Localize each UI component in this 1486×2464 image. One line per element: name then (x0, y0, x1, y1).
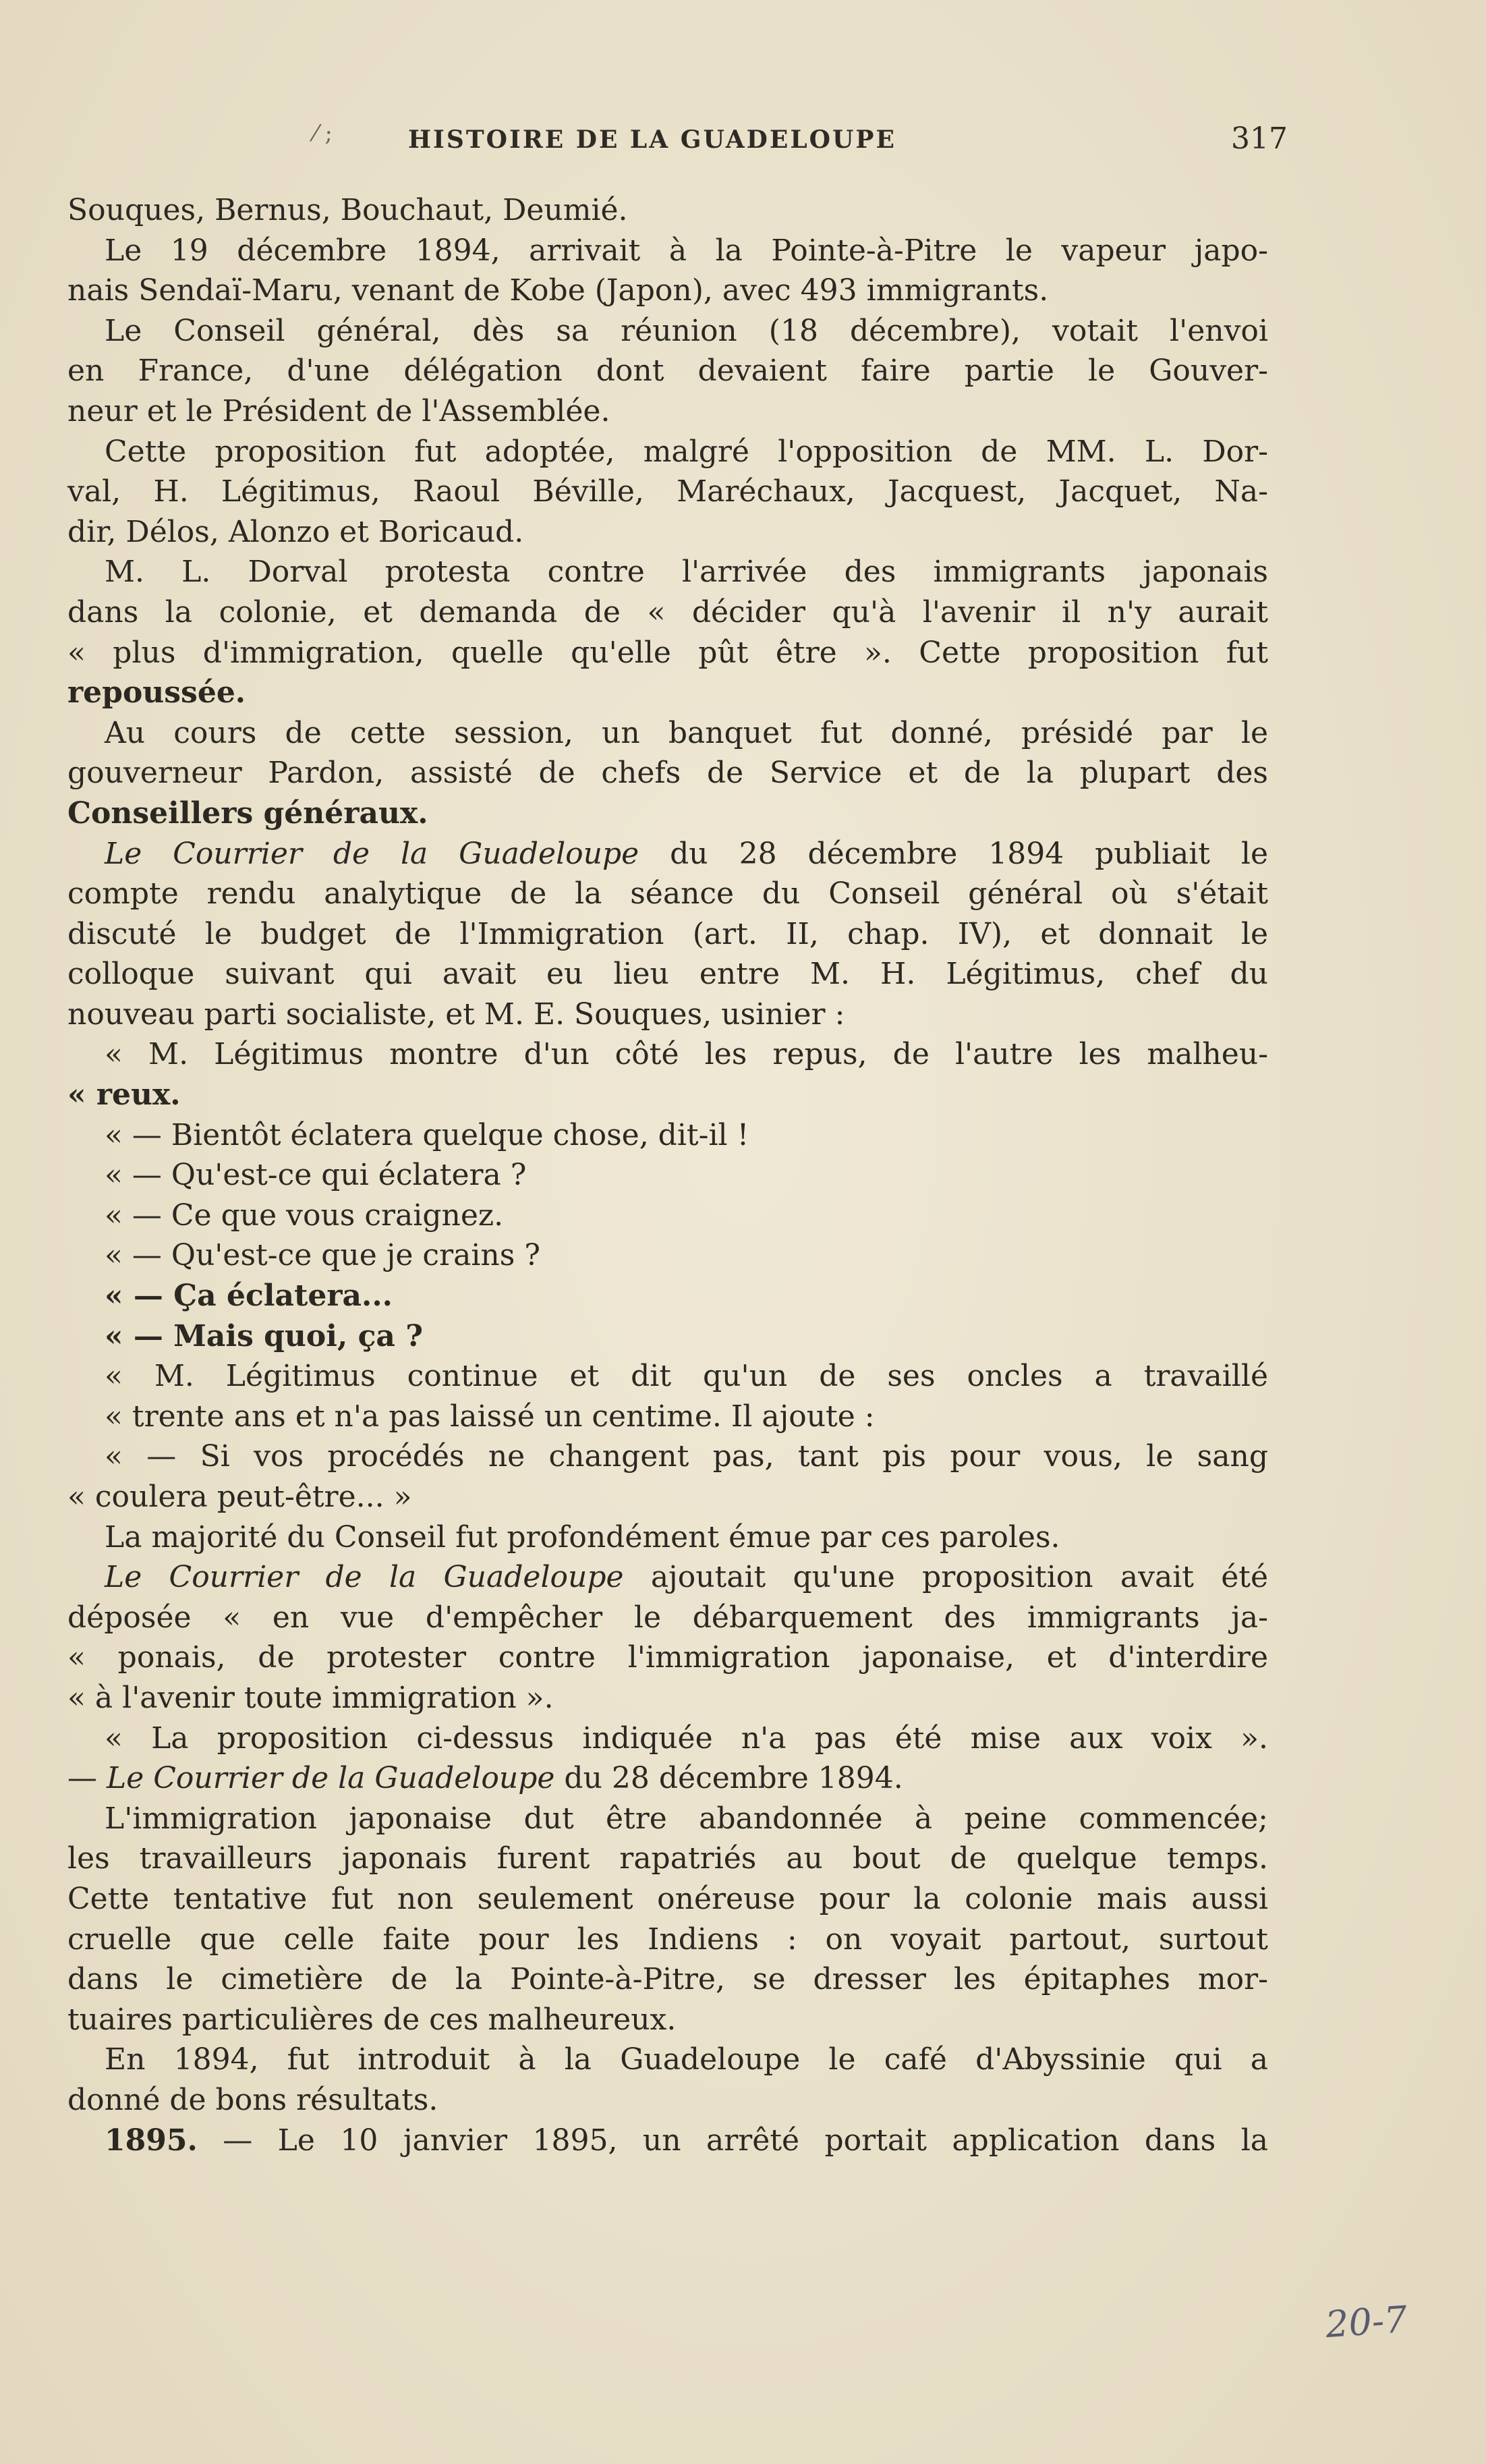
text-line: Le Courrier de la Guadeloupe ajoutait qu'une proposition avait été (105, 1560, 1268, 1595)
text-line: donné de bons résultats. (67, 2082, 438, 2117)
print-marks: ⁄ ; (314, 120, 333, 147)
text-line: déposée « en vue d'empêcher le débarquement des immigrants ja- (67, 1600, 1268, 1635)
text-line: gouverneur Pardon, assisté de chefs de Service et de la plupart des (67, 756, 1268, 791)
text-line: L'immigration japonaise dut être abandonnée à peine commencée; (105, 1801, 1268, 1836)
bold-year: 1895. (105, 2123, 198, 2158)
text-line: tuaires particulières de ces malheureux. (67, 2002, 677, 2037)
text-line: val, H. Légitimus, Raoul Béville, Maréchaux, Jacquest, Jacquet, Na- (67, 474, 1268, 509)
text-line: compte rendu analytique de la séance du Conseil général où s'était (67, 876, 1268, 912)
text-line: nouveau parti socialiste, et M. E. Souques, usinier : (67, 997, 845, 1032)
text-line: « M. Légitimus continue et dit qu'un de ses oncles a travaillé (105, 1359, 1268, 1394)
text-line: « — Ce que vous craignez. (105, 1198, 504, 1233)
italic-title: Le Courrier de la Guadeloupe (105, 1560, 624, 1595)
text-line: Conseillers généraux. (67, 795, 428, 831)
text-line: « M. Légitimus montre d'un côté les repus, de l'autre les malheu- (105, 1037, 1268, 1072)
page-number: 317 (1231, 121, 1288, 156)
text-line: nais Sendaï-Maru, venant de Kobe (Japon), avec 493 immigrants. (67, 273, 1049, 308)
text-line: « plus d'immigration, quelle qu'elle pût être ». Cette proposition fut (67, 635, 1268, 670)
text-line: « trente ans et n'a pas laissé un centime. Il ajoute : (105, 1399, 875, 1434)
text-line: « à l'avenir toute immigration ». (67, 1680, 554, 1715)
handwritten-note: 20-7 (1323, 2297, 1409, 2347)
text-line: « — Qu'est-ce que je crains ? (105, 1238, 540, 1273)
text-line: Le Conseil général, dès sa réunion (18 décembre), votait l'envoi (105, 313, 1268, 348)
italic-title: Le Courrier de la Guadeloupe (105, 836, 639, 871)
text-line: — Le Courrier de la Guadeloupe du 28 décembre 1894. (67, 1761, 903, 1796)
text-line: Au cours de cette session, un banquet fut donné, présidé par le (105, 715, 1268, 750)
text-line: dans la colonie, et demanda de « décider qu'à l'avenir il n'y aurait (67, 594, 1268, 629)
text-line: Le 19 décembre 1894, arrivait à la Pointe-à-Pitre le vapeur japo- (105, 233, 1268, 268)
italic-title: — Le Courrier de la Guadeloupe (67, 1761, 555, 1796)
text-line: « — Bientôt éclatera quelque chose, dit-il ! (105, 1117, 749, 1152)
text-line: dir, Délos, Alonzo et Boricaud. (67, 514, 524, 549)
running-title: HISTOIRE DE LA GUADELOUPE (408, 125, 896, 154)
text-line: Cette tentative fut non seulement onéreuse pour la colonie mais aussi (67, 1881, 1268, 1916)
text-line: Souques, Bernus, Bouchaut, Deumié. (67, 193, 628, 227)
text-line: en France, d'une délégation dont devaient faire partie le Gouver- (67, 354, 1268, 389)
text-line: Le Courrier de la Guadeloupe du 28 décembre 1894 publiait le (105, 836, 1268, 871)
text-line: neur et le Président de l'Assemblée. (67, 393, 610, 428)
text-line: les travailleurs japonais furent rapatriés au bout de quelque temps. (67, 1841, 1268, 1876)
text-line: M. L. Dorval protesta contre l'arrivée des immigrants japonais (105, 555, 1268, 590)
text-line: « — Qu'est-ce qui éclatera ? (105, 1158, 527, 1193)
text-line: repoussée. (67, 675, 246, 710)
text-line: « — Ça éclatera... (105, 1279, 393, 1314)
text-line: « coulera peut-être... » (67, 1480, 412, 1514)
page-header (67, 120, 1288, 161)
text-line: « La proposition ci-dessus indiquée n'a pas été mise aux voix ». (105, 1720, 1268, 1756)
text-line: « — Mais quoi, ça ? (105, 1318, 424, 1353)
text-line: dans le cimetière de la Pointe-à-Pitre, se dresser les épitaphes mor- (67, 1962, 1268, 1997)
text-line: La majorité du Conseil fut profondément émue par ces paroles. (105, 1519, 1060, 1555)
text-line: 1895. — Le 10 janvier 1895, un arrêté portait application dans la (105, 2123, 1268, 2158)
text-line: En 1894, fut introduit à la Guadeloupe le café d'Abyssinie qui a (105, 2042, 1268, 2077)
text-line: « reux. (67, 1077, 181, 1113)
text-line: cruelle que celle faite pour les Indiens : on voyait partout, surtout (67, 1922, 1268, 1957)
text-line: colloque suivant qui avait eu lieu entre M. H. Légitimus, chef du (67, 957, 1268, 992)
text-line: « — Si vos procédés ne changent pas, tant pis pour vous, le sang (105, 1439, 1268, 1474)
text-line: « ponais, de protester contre l'immigration japonaise, et d'interdire (67, 1640, 1268, 1675)
text-line: Cette proposition fut adoptée, malgré l'opposition de MM. L. Dor- (105, 434, 1268, 469)
text-line: discuté le budget de l'Immigration (art. II, chap. IV), et donnait le (67, 916, 1268, 951)
body-text (67, 190, 1268, 2160)
